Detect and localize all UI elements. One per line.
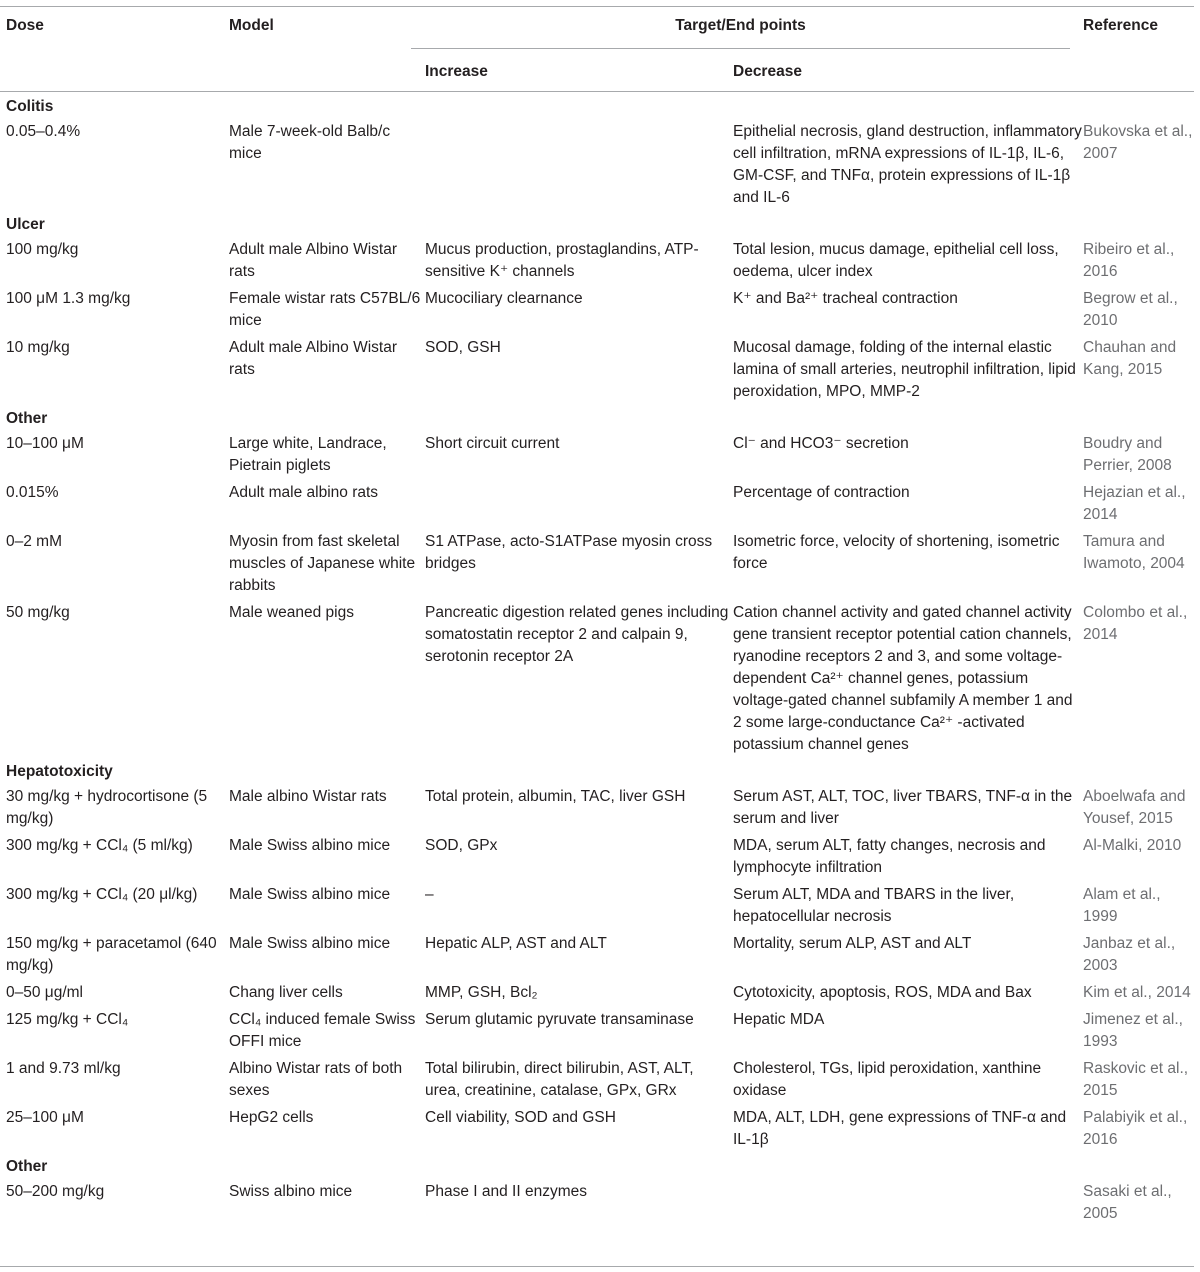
table-row: [0, 1181, 1198, 1230]
cell-reference: Colombo et al., 2014: [1083, 604, 1188, 643]
cell-reference: Raskovic et al., 2015: [1083, 1060, 1189, 1099]
cell-decrease: Mucosal damage, folding of the internal elastic lamina of small arteries, neutrophil infiltration, lipid peroxidation, MPO, MMP-2: [733, 339, 1076, 400]
cell-dose: 1 and 9.73 ml/kg: [6, 1060, 121, 1077]
cell-dose: 0–2 mM: [6, 533, 62, 550]
cell-reference: Tamura and Iwamoto, 2004: [1083, 533, 1185, 572]
cell-dose: 50 mg/kg: [6, 604, 70, 621]
section-header-row: [0, 761, 1198, 786]
cell-model: Albino Wistar rats of both sexes: [229, 1060, 403, 1099]
table-row: [0, 1107, 1198, 1156]
cell-model: Male Swiss albino mice: [229, 837, 391, 854]
cell-dose: 100 mg/kg: [6, 241, 79, 258]
header-reference: Reference: [1083, 17, 1158, 34]
top-rule: [0, 6, 1194, 7]
target-subrule: [411, 48, 1070, 49]
cell-increase: –: [425, 886, 434, 903]
cell-decrease: Cation channel activity and gated channel activity gene transient receptor potential cation channels, ryanodine receptors 2 and 3, and some voltage-dependent Ca²⁺ channel genes, potassium voltage-gated channel subfamily A member 1 and 2 some large-conductance Ca²⁺ -activated potassium channel genes: [733, 604, 1073, 753]
cell-dose: 10 mg/kg: [6, 339, 70, 356]
cell-reference: Palabiyik et al., 2016: [1083, 1109, 1188, 1148]
cell-model: Male weaned pigs: [229, 604, 354, 621]
cell-dose: 50–200 mg/kg: [6, 1183, 105, 1200]
section-header-row: [0, 214, 1198, 239]
header-target-end-points: Target/End points: [675, 17, 806, 34]
table-row: [0, 121, 1198, 214]
table-row: [0, 482, 1198, 531]
cell-reference: Begrow et al., 2010: [1083, 290, 1178, 329]
section-title: Hepatotoxicity: [6, 763, 113, 780]
cell-decrease: Epithelial necrosis, gland destruction, inflammatory cell infiltration, mRNA expressions of IL-1β, IL-6, GM-CSF, and TNFα, protein expressions of IL-1β and IL-6: [733, 123, 1082, 206]
cell-model: HepG2 cells: [229, 1109, 314, 1126]
cell-decrease: MDA, ALT, LDH, gene expressions of TNF-α and IL-1β: [733, 1109, 1067, 1148]
cell-decrease: Percentage of contraction: [733, 484, 910, 501]
header-decrease: Decrease: [733, 63, 802, 80]
cell-increase: Total protein, albumin, TAC, liver GSH: [425, 788, 686, 805]
header-increase: Increase: [425, 63, 488, 80]
cell-increase: Cell viability, SOD and GSH: [425, 1109, 616, 1126]
cell-model: Male Swiss albino mice: [229, 886, 391, 903]
cell-reference: Hejazian et al., 2014: [1083, 484, 1186, 523]
cell-decrease: Total lesion, mucus damage, epithelial cell loss, oedema, ulcer index: [733, 241, 1059, 280]
cell-increase: Mucus production, prostaglandins, ATP-sensitive K⁺ channels: [425, 241, 699, 280]
cell-increase: S1 ATPase, acto-S1ATPase myosin cross bridges: [425, 533, 713, 572]
header-bottom-rule: [0, 91, 1194, 92]
cell-dose: 100 μM 1.3 mg/kg: [6, 290, 131, 307]
cell-model: Male albino Wistar rats: [229, 788, 387, 805]
header-dose: Dose: [6, 17, 44, 34]
cell-decrease: Hepatic MDA: [733, 1011, 825, 1028]
table-row: [0, 884, 1198, 933]
section-header-row: [0, 1156, 1198, 1181]
table-row: [0, 288, 1198, 337]
table-row: [0, 786, 1198, 835]
table-row: [0, 1009, 1198, 1058]
cell-dose: 25–100 μM: [6, 1109, 84, 1126]
cell-reference: Sasaki et al., 2005: [1083, 1183, 1172, 1222]
cell-reference: Alam et al., 1999: [1083, 886, 1161, 925]
table-row: [0, 602, 1198, 761]
cell-reference: Bukovska et al., 2007: [1083, 123, 1193, 162]
header-model: Model: [229, 17, 274, 34]
cell-decrease: MDA, serum ALT, fatty changes, necrosis and lymphocyte infiltration: [733, 837, 1046, 876]
table-body: [0, 96, 1198, 1230]
table-row: [0, 835, 1198, 884]
cell-reference: Janbaz et al., 2003: [1083, 935, 1176, 974]
section-title: Ulcer: [6, 216, 45, 233]
cell-dose: 0.05–0.4%: [6, 123, 81, 140]
table-row: [0, 337, 1198, 408]
cell-reference: Jimenez et al., 1993: [1083, 1011, 1183, 1050]
cell-increase: Mucociliary clearnance: [425, 290, 583, 307]
cell-reference: Chauhan and Kang, 2015: [1083, 339, 1177, 378]
cell-dose: 300 mg/kg + CCl₄ (20 μl/kg): [6, 886, 198, 903]
table-row: [0, 1058, 1198, 1107]
section-header-row: [0, 408, 1198, 433]
cell-model: Adult male albino rats: [229, 484, 379, 501]
table-row: [0, 433, 1198, 482]
cell-increase: SOD, GSH: [425, 339, 501, 356]
cell-increase: Total bilirubin, direct bilirubin, AST, ALT, urea, creatinine, catalase, GPx, GRx: [425, 1060, 694, 1099]
cell-increase: Phase I and II enzymes: [425, 1183, 587, 1200]
cell-increase: MMP, GSH, Bcl₂: [425, 984, 538, 1001]
cell-increase: Short circuit current: [425, 435, 560, 452]
cell-increase: Hepatic ALP, AST and ALT: [425, 935, 607, 952]
cell-increase: Pancreatic digestion related genes including somatostatin receptor 2 and calpain 9, serotonin receptor 2A: [425, 604, 729, 665]
cell-model: Chang liver cells: [229, 984, 343, 1001]
cell-decrease: Cl⁻ and HCO3⁻ secretion: [733, 435, 909, 452]
cell-decrease: Mortality, serum ALP, AST and ALT: [733, 935, 972, 952]
cell-model: Female wistar rats C57BL/6 mice: [229, 290, 421, 329]
table-row: [0, 531, 1198, 602]
table-row: [0, 239, 1198, 288]
section-title: Colitis: [6, 98, 54, 115]
cell-model: Male 7-week-old Balb/c mice: [229, 123, 391, 162]
cell-dose: 10–100 μM: [6, 435, 84, 452]
cell-increase: [425, 482, 733, 531]
cell-model: Male Swiss albino mice: [229, 935, 391, 952]
section-title: Other: [6, 1158, 48, 1175]
cell-reference: Boudry and Perrier, 2008: [1083, 435, 1172, 474]
cell-decrease: Cholesterol, TGs, lipid peroxidation, xanthine oxidase: [733, 1060, 1042, 1099]
cell-decrease: Isometric force, velocity of shortening, isometric force: [733, 533, 1060, 572]
cell-increase: [425, 121, 733, 214]
section-title: Other: [6, 410, 48, 427]
cell-dose: 150 mg/kg + paracetamol (640 mg/kg): [6, 935, 217, 974]
cell-dose: 30 mg/kg + hydrocortisone (5 mg/kg): [6, 788, 208, 827]
cell-increase: Serum glutamic pyruvate transaminase: [425, 1011, 694, 1028]
cell-dose: 300 mg/kg + CCl₄ (5 ml/kg): [6, 837, 193, 854]
cell-model: Large white, Landrace, Pietrain piglets: [229, 435, 387, 474]
cell-model: CCl₄ induced female Swiss OFFI mice: [229, 1011, 416, 1050]
cell-decrease: [733, 1181, 1083, 1230]
table-row: [0, 933, 1198, 982]
cell-model: Adult male Albino Wistar rats: [229, 339, 397, 378]
cell-reference: Aboelwafa and Yousef, 2015: [1083, 788, 1186, 827]
cell-decrease: Serum AST, ALT, TOC, liver TBARS, TNF-α in the serum and liver: [733, 788, 1073, 827]
cell-model: Swiss albino mice: [229, 1183, 353, 1200]
cell-decrease: K⁺ and Ba²⁺ tracheal contraction: [733, 290, 958, 307]
cell-model: Myosin from fast skeletal muscles of Japanese white rabbits: [229, 533, 416, 594]
cell-dose: 0–50 μg/ml: [6, 984, 84, 1001]
cell-increase: SOD, GPx: [425, 837, 498, 854]
cell-decrease: Cytotoxicity, apoptosis, ROS, MDA and Bax: [733, 984, 1032, 1001]
cell-dose: 0.015%: [6, 484, 59, 501]
cell-reference: Al-Malki, 2010: [1083, 837, 1182, 854]
table-row: [0, 982, 1198, 1009]
cell-decrease: Serum ALT, MDA and TBARS in the liver, hepatocellular necrosis: [733, 886, 1015, 925]
cell-reference: Kim et al., 2014: [1083, 984, 1191, 1001]
section-header-row: [0, 96, 1198, 121]
cell-model: Adult male Albino Wistar rats: [229, 241, 397, 280]
bottom-rule: [0, 1266, 1194, 1267]
cell-dose: 125 mg/kg + CCl₄: [6, 1011, 129, 1028]
cell-reference: Ribeiro et al., 2016: [1083, 241, 1175, 280]
data-table: [0, 96, 1198, 1230]
